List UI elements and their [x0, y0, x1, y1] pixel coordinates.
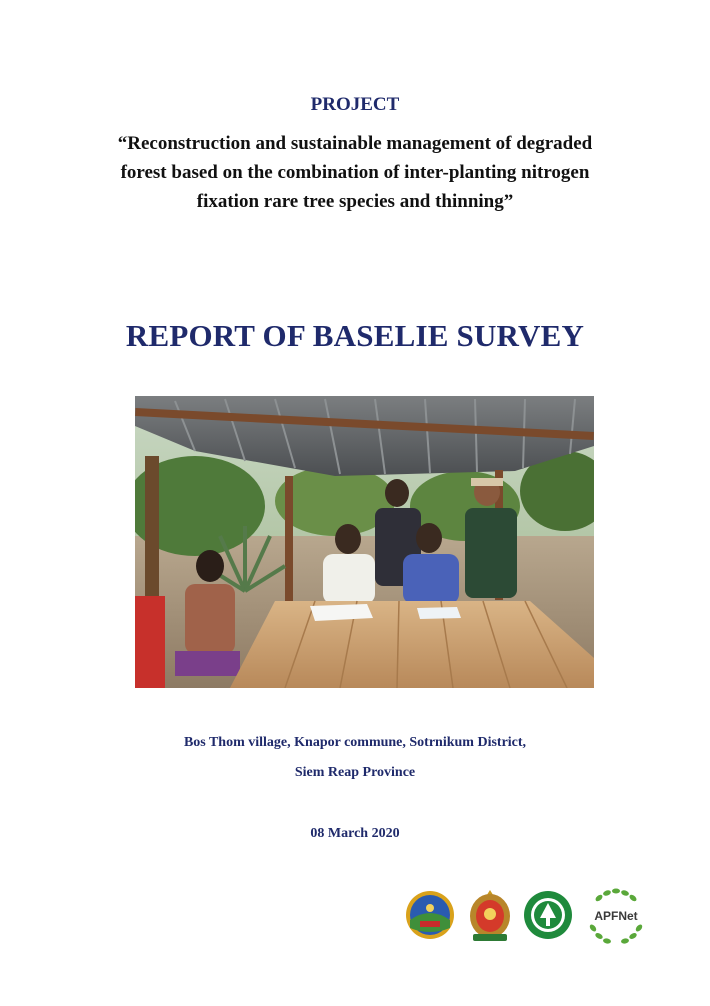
project-title-line-2: forest based on the combination of inter-planting nitrogen	[120, 162, 590, 183]
location-line-2: Siem Reap Province	[294, 765, 416, 780]
partner-logos	[405, 888, 650, 948]
forestry-academy-logo	[523, 888, 573, 942]
cover-photo-illustration	[135, 396, 594, 688]
apfnet-logo-text: APFNet	[594, 909, 638, 923]
cover-photo	[135, 396, 594, 688]
location-line-1: Bos Thom village, Knapor commune, Sotrnikum District,	[183, 735, 527, 750]
project-title-line-1: “Reconstruction and sustainable management of degraded	[117, 133, 593, 154]
project-title-line-3: fixation rare tree species and thinning”	[196, 191, 514, 212]
apfnet-logo	[585, 888, 647, 946]
emblem-logo	[465, 888, 515, 944]
report-title: REPORT OF BASELIE SURVEY	[125, 318, 585, 353]
project-title	[0, 129, 710, 216]
ministry-seal-logo	[405, 888, 455, 942]
report-date: 08 March 2020	[310, 826, 400, 841]
project-label: PROJECT	[310, 94, 400, 115]
